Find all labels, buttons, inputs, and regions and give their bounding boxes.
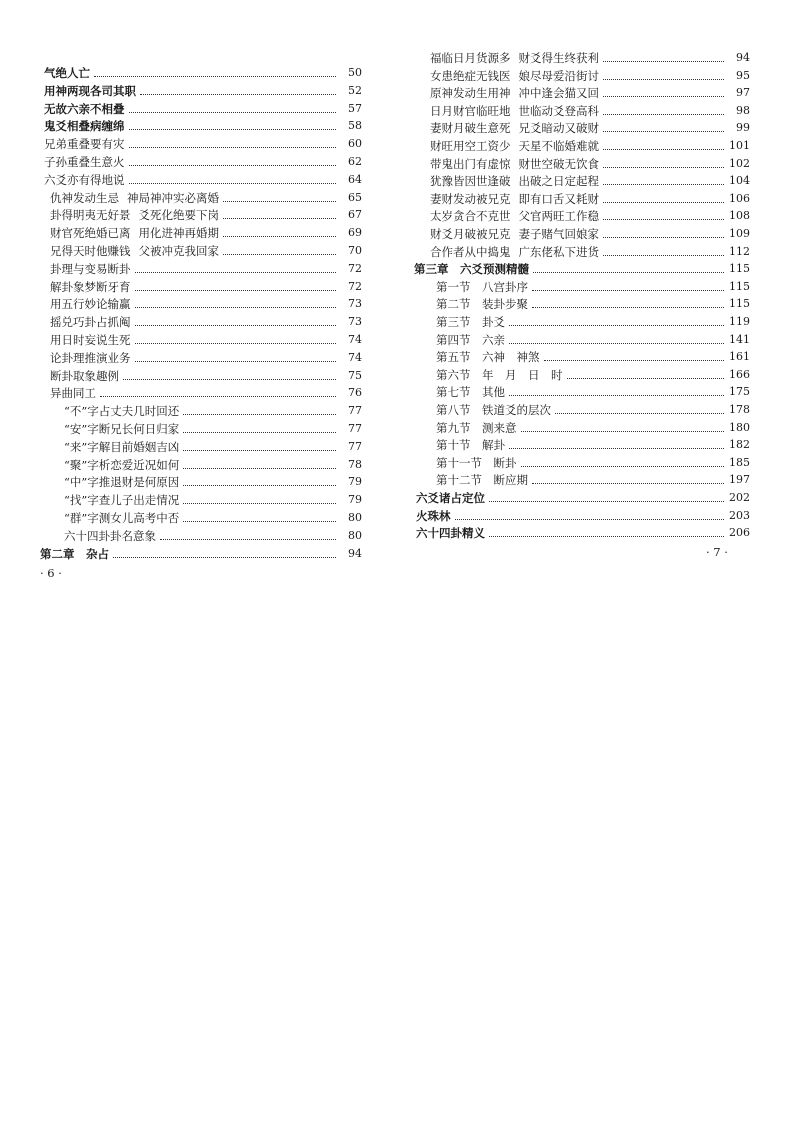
entry-title: 用神两现各司其职 — [44, 83, 136, 98]
toc-entry — [436, 364, 750, 382]
toc-entry — [64, 525, 362, 543]
dot-leader — [603, 255, 724, 256]
entry-title: 日月财官临旺地 — [430, 103, 511, 118]
entry-page-number: 101 — [729, 139, 750, 152]
toc-entry — [416, 522, 750, 540]
toc-entry — [50, 204, 362, 222]
dot-leader — [455, 519, 725, 520]
toc-entry — [430, 153, 750, 171]
toc-entry — [430, 47, 750, 65]
left-page-number: · 6 · — [40, 566, 62, 580]
entry-title: 财旺用空工资少 — [430, 139, 511, 153]
entry-title: 第十二节 断应期 — [436, 473, 528, 488]
dot-leader — [603, 219, 724, 220]
entry-title: 女患绝症无钱医 — [430, 68, 511, 83]
entry-title: 第一节 八宫卦序 — [436, 279, 528, 294]
toc-entry — [430, 117, 750, 135]
entry-subtitle: 冲中逢会猫又回 — [518, 86, 599, 101]
entry-page-number: 77 — [348, 404, 362, 418]
entry-page-number: 60 — [348, 137, 362, 151]
entry-page-number: 203 — [729, 508, 750, 522]
entry-title: 兄得天时他赚钱 — [50, 244, 131, 258]
entry-page-number: 94 — [736, 51, 750, 64]
toc-entry — [50, 222, 362, 240]
dot-leader — [533, 272, 724, 273]
toc-entry — [50, 187, 362, 205]
entry-title: 原神发动生用神 — [430, 86, 511, 101]
dot-leader — [123, 379, 336, 380]
entry-page-number: 62 — [348, 155, 362, 168]
toc-entry — [430, 205, 750, 223]
dot-leader — [532, 307, 724, 308]
toc-entry — [44, 169, 362, 187]
dot-leader — [223, 254, 336, 255]
entry-title: 第八节 铁道爻的层次 — [436, 403, 551, 417]
entry-title: 无故六亲不相叠 — [44, 101, 125, 116]
dot-leader — [223, 236, 336, 237]
dot-leader — [183, 468, 336, 469]
entry-title: 第七节 其他 — [436, 385, 505, 400]
entry-page-number: 115 — [729, 279, 750, 293]
entry-page-number: 72 — [348, 261, 362, 275]
entry-title: 火珠林 — [416, 508, 451, 523]
dot-leader — [521, 431, 725, 432]
toc-entry — [430, 100, 750, 118]
dot-leader — [100, 396, 336, 397]
entry-page-number: 58 — [348, 119, 362, 133]
toc-entry — [50, 329, 362, 347]
toc-entry — [44, 80, 362, 98]
entry-title: “不”字占丈夫几时回还 — [64, 404, 180, 419]
dot-leader — [603, 61, 724, 62]
dot-leader — [532, 483, 724, 484]
dot-leader — [129, 183, 337, 184]
entry-page-number: 94 — [348, 546, 362, 560]
entry-page-number: 115 — [729, 262, 750, 276]
entry-title: 论卦理推演业务 — [50, 350, 131, 365]
dot-leader — [489, 536, 724, 537]
dot-leader — [521, 466, 725, 467]
toc-entry — [50, 365, 362, 383]
toc-entry — [50, 240, 362, 258]
entry-page-number: 99 — [736, 121, 750, 135]
entry-title: 兄弟重叠要有灾 — [44, 137, 125, 152]
dot-leader — [183, 521, 336, 522]
entry-page-number: 112 — [729, 244, 750, 258]
toc-entry — [414, 258, 750, 276]
entry-title: 带鬼出门有虚惊 — [430, 156, 511, 171]
entry-title: 福临日月货源多 — [430, 51, 511, 65]
entry-title: 气绝人亡 — [44, 66, 90, 80]
entry-page-number: 119 — [729, 315, 750, 328]
dot-leader — [183, 450, 336, 451]
toc-entry — [436, 434, 750, 452]
entry-title: “聚”字析恋爱近况如何 — [64, 457, 180, 472]
entry-title: 用日时妄说生死 — [50, 333, 131, 347]
dot-leader — [183, 503, 336, 504]
entry-page-number: 185 — [729, 455, 750, 469]
dot-leader — [509, 343, 724, 344]
toc-entry — [430, 65, 750, 83]
entry-subtitle: 爻死化绝要下岗 — [138, 208, 219, 223]
toc-entry — [436, 469, 750, 487]
entry-subtitle: 天星不临婚难就 — [518, 139, 599, 153]
entry-title: 犹豫皆因世逢破 — [430, 174, 511, 189]
entry-page-number: 74 — [348, 333, 362, 346]
dot-leader — [223, 201, 336, 202]
toc-entry — [44, 98, 362, 116]
entry-page-number: 77 — [348, 439, 362, 453]
entry-page-number: 97 — [736, 86, 750, 100]
toc-entry — [436, 381, 750, 399]
entry-page-number: 102 — [729, 156, 750, 170]
entry-page-number: 73 — [348, 297, 362, 311]
dot-leader — [509, 325, 724, 326]
dot-leader — [113, 557, 336, 558]
toc-entry — [44, 133, 362, 151]
entry-title: 合作者从中捣鬼 — [430, 244, 511, 259]
toc-entry — [64, 436, 362, 454]
entry-title: 太岁贪合不克世 — [430, 209, 511, 224]
entry-title: 解卦象梦断牙育 — [50, 279, 131, 294]
entry-title: 第九节 测来意 — [436, 420, 517, 435]
entry-title: 用五行妙论输赢 — [50, 297, 131, 312]
dot-leader — [183, 485, 336, 486]
entry-title: 财官死绝婚已离 — [50, 226, 131, 241]
toc-entry — [436, 276, 750, 294]
entry-title: “中”字推退财是何原因 — [64, 475, 180, 490]
entry-subtitle: 即有口舌又耗财 — [518, 191, 599, 206]
entry-title: 卦理与变易断卦 — [50, 261, 131, 276]
entry-page-number: 115 — [729, 297, 750, 311]
entry-title: 第十一节 断卦 — [436, 455, 517, 470]
toc-entry — [50, 311, 362, 329]
entry-page-number: 64 — [348, 172, 362, 186]
toc-entry — [44, 115, 362, 133]
toc-entry — [50, 293, 362, 311]
entry-title: 异曲同工 — [50, 386, 96, 401]
dot-leader — [160, 539, 336, 540]
entry-page-number: 69 — [348, 226, 362, 240]
entry-page-number: 161 — [729, 350, 750, 364]
entry-subtitle: 父被冲克我回家 — [138, 244, 219, 258]
dot-leader — [135, 325, 337, 326]
entry-page-number: 52 — [348, 83, 362, 97]
toc-entry — [64, 454, 362, 472]
entry-subtitle: 神局神冲实必离婚 — [127, 190, 219, 205]
entry-page-number: 50 — [348, 66, 362, 79]
entry-page-number: 72 — [348, 279, 362, 293]
entry-title: 子孙重叠生意火 — [44, 155, 125, 169]
entry-page-number: 104 — [729, 174, 750, 188]
dot-leader — [603, 184, 724, 185]
entry-title: 财爻月破被兄克 — [430, 227, 511, 241]
toc-entry — [436, 293, 750, 311]
dot-leader — [135, 361, 337, 362]
toc-entry — [436, 452, 750, 470]
entry-subtitle: 世临动爻登高科 — [518, 103, 599, 118]
toc-entry — [50, 276, 362, 294]
toc-entry — [430, 82, 750, 100]
entry-page-number: 108 — [729, 209, 750, 223]
dot-leader — [509, 448, 724, 449]
toc-entry — [40, 543, 362, 561]
toc-entry — [430, 170, 750, 188]
toc-entry — [64, 418, 362, 436]
toc-entry — [436, 417, 750, 435]
dot-leader — [135, 307, 337, 308]
entry-page-number: 74 — [348, 350, 362, 364]
dot-leader — [489, 501, 724, 502]
entry-title: 第二章 杂占 — [40, 546, 109, 561]
entry-page-number: 65 — [348, 190, 362, 204]
entry-title: 摇兑巧卦占抓阄 — [50, 315, 131, 330]
toc-entry — [436, 329, 750, 347]
entry-page-number: 178 — [729, 403, 750, 416]
toc-entry — [430, 188, 750, 206]
toc-entry — [44, 62, 362, 80]
dot-leader — [129, 147, 337, 148]
toc-entry — [430, 223, 750, 241]
toc-entry — [430, 241, 750, 259]
entry-page-number: 206 — [729, 526, 750, 540]
toc-entry — [64, 507, 362, 525]
toc-entry — [436, 399, 750, 417]
entry-page-number: 109 — [729, 227, 750, 240]
entry-page-number: 141 — [729, 332, 750, 346]
entry-page-number: 75 — [348, 368, 362, 382]
entry-subtitle: 妻子赌气回娘家 — [518, 227, 599, 241]
entry-title: “群”字测女儿高考中否 — [64, 511, 180, 525]
dot-leader — [603, 237, 724, 238]
toc-entry — [430, 135, 750, 153]
entry-title: 第三章 六爻预测精髓 — [414, 262, 529, 277]
entry-page-number: 73 — [348, 315, 362, 329]
dot-leader — [129, 165, 337, 166]
toc-entry — [64, 489, 362, 507]
entry-title: 第十节 解卦 — [436, 438, 505, 453]
entry-page-number: 175 — [729, 385, 750, 399]
entry-page-number: 197 — [729, 473, 750, 487]
entry-page-number: 106 — [729, 191, 750, 205]
dot-leader — [603, 114, 724, 115]
entry-page-number: 67 — [348, 208, 362, 222]
entry-subtitle: 用化进神再婚期 — [138, 226, 219, 241]
dot-leader — [140, 94, 336, 95]
entry-page-number: 182 — [729, 438, 750, 452]
entry-page-number: 70 — [348, 244, 362, 257]
dot-leader — [129, 112, 337, 113]
entry-page-number: 79 — [348, 475, 362, 489]
entry-title: 六十四卦精义 — [416, 526, 485, 541]
entry-page-number: 95 — [736, 68, 750, 82]
entry-title: 六爻亦有得地说 — [44, 172, 125, 187]
dot-leader — [135, 272, 337, 273]
dot-leader — [183, 432, 336, 433]
entry-title: “来”字解目前婚姻吉凶 — [64, 439, 180, 454]
dot-leader — [555, 413, 724, 414]
dot-leader — [129, 129, 337, 130]
entry-page-number: 202 — [729, 491, 750, 504]
toc-entry — [64, 400, 362, 418]
entry-title: “安”字断兄长何日归家 — [64, 422, 180, 436]
entry-page-number: 80 — [348, 528, 362, 542]
entry-title: 妻财发动被兄克 — [430, 191, 511, 206]
entry-subtitle: 兄爻暗动又破财 — [518, 121, 599, 136]
entry-page-number: 78 — [348, 457, 362, 471]
entry-title: 六爻诸占定位 — [416, 491, 485, 505]
entry-page-number: 180 — [729, 420, 750, 434]
entry-subtitle: 娘尽母爱沿街讨 — [518, 68, 599, 83]
dot-leader — [183, 414, 336, 415]
entry-subtitle: 财爻得生终获利 — [518, 51, 599, 65]
entry-title: 六十四卦卦名意象 — [64, 528, 156, 543]
entry-title: 断卦取象趣例 — [50, 368, 119, 383]
entry-title: 第二节 装卦步聚 — [436, 297, 528, 312]
toc-entry — [436, 346, 750, 364]
dot-leader — [544, 360, 725, 361]
entry-page-number: 79 — [348, 493, 362, 507]
entry-title: “找”字查儿子出走情况 — [64, 493, 180, 508]
entry-title: 妻财月破生意死 — [430, 121, 511, 136]
dot-leader — [223, 218, 336, 219]
dot-leader — [94, 76, 336, 77]
toc-entry — [50, 347, 362, 365]
toc-entry — [44, 151, 362, 169]
entry-title: 第四节 六亲 — [436, 332, 505, 347]
dot-leader — [135, 343, 337, 344]
entry-title: 鬼爻相叠病缠绵 — [44, 119, 125, 134]
toc-entry — [416, 505, 750, 523]
entry-subtitle: 出破之日定起程 — [518, 174, 599, 189]
dot-leader — [603, 167, 724, 168]
entry-page-number: 57 — [348, 101, 362, 115]
toc-entry — [416, 487, 750, 505]
entry-title: 第五节 六神 神煞 — [436, 350, 540, 365]
entry-title: 仇神发动生忌 — [50, 190, 119, 205]
dot-leader — [509, 395, 724, 396]
right-page-number: · 7 · — [706, 545, 728, 559]
dot-leader — [603, 96, 724, 97]
toc-entry — [50, 258, 362, 276]
toc-entry — [64, 471, 362, 489]
entry-page-number: 98 — [736, 103, 750, 117]
entry-page-number: 166 — [729, 367, 750, 381]
dot-leader — [603, 79, 724, 80]
entry-page-number: 76 — [348, 386, 362, 400]
entry-page-number: 80 — [348, 511, 362, 524]
dot-leader — [532, 290, 724, 291]
toc-entry — [436, 311, 750, 329]
entry-title: 第三节 卦爻 — [436, 315, 505, 329]
entry-page-number: 77 — [348, 422, 362, 435]
entry-title: 第六节 年 月 日 时 — [436, 367, 563, 382]
dot-leader — [603, 131, 724, 132]
entry-title: 卦得明夷无好景 — [50, 208, 131, 223]
dot-leader — [135, 290, 337, 291]
dot-leader — [603, 202, 724, 203]
toc-entry — [50, 382, 362, 400]
entry-subtitle: 财世空破无饮食 — [518, 156, 599, 171]
dot-leader — [567, 378, 725, 379]
dot-leader — [603, 149, 724, 150]
entry-subtitle: 广东佬私下进货 — [518, 244, 599, 259]
entry-subtitle: 父官两旺工作稳 — [518, 209, 599, 224]
